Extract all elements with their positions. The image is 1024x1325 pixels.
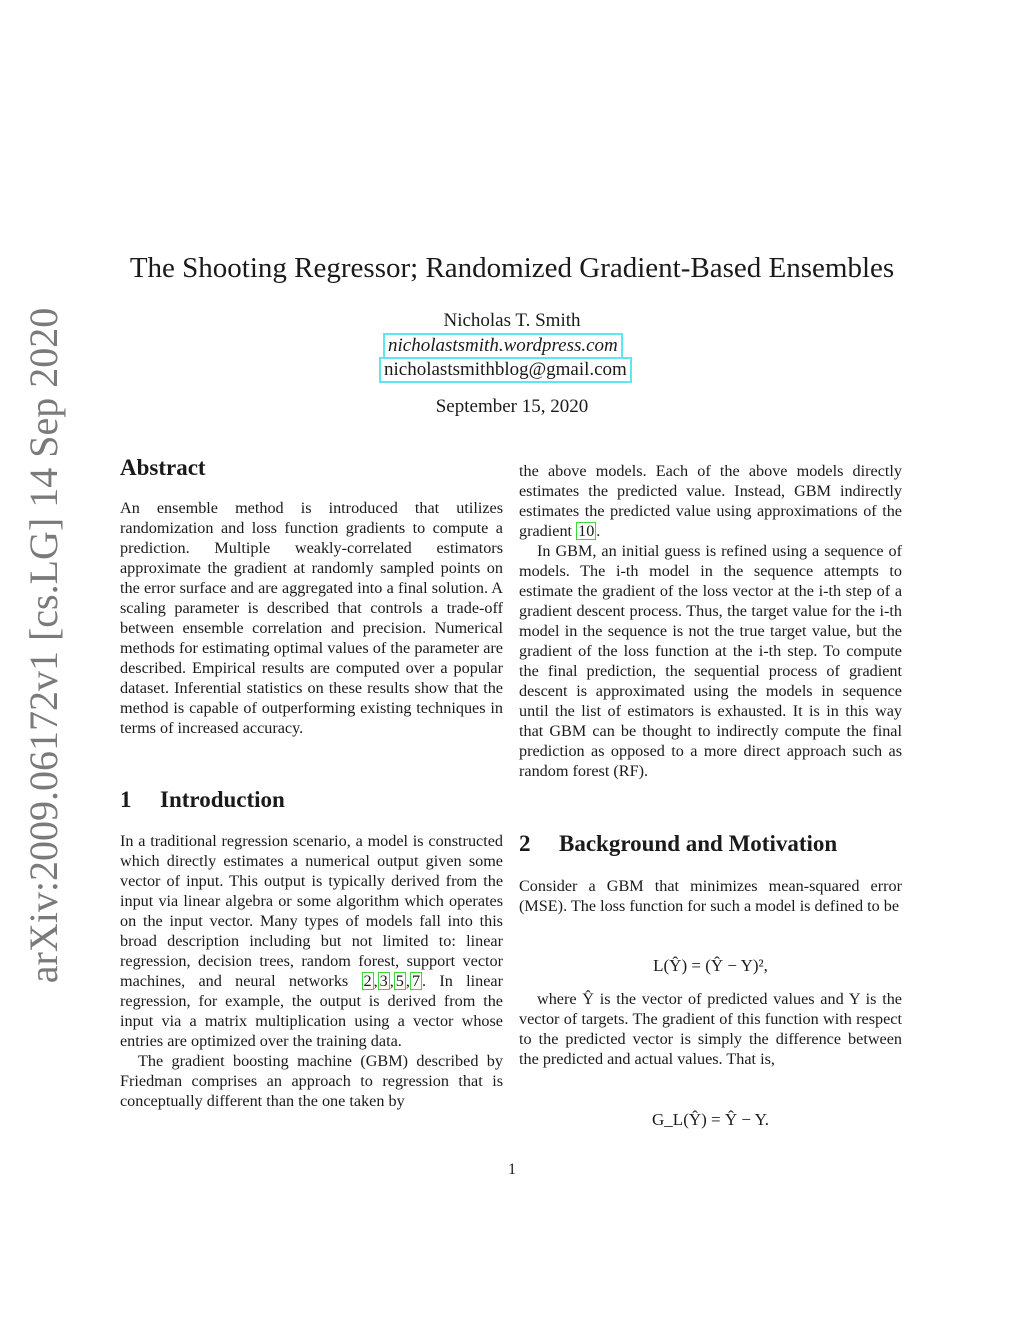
email-link[interactable]: nicholastsmithblog@gmail.com bbox=[379, 357, 632, 383]
background-section-number: 2 bbox=[519, 831, 531, 856]
background-text-2: where Ŷ is the vector of predicted values and Y is the vector of targets. The gradient of this function with respect to the predicted vector is simply the difference between the predicted and actual values. That is, bbox=[519, 990, 902, 1068]
intro-heading bbox=[120, 787, 285, 813]
arxiv-identifier-text: arXiv:2009.06172v1 [cs.LG] 14 Sep 2020 bbox=[21, 307, 67, 983]
citation-link[interactable]: 10 bbox=[578, 522, 595, 540]
gbm-paragraph-1: the above models. Each of the above models directly estimates the predicted value. Instead, GBM indirectly estimates the predicted value using approximations of the gradient 10 . bbox=[519, 462, 902, 540]
background-text-1: Consider a GBM that minimizes mean-squared error (MSE). The loss function for such a model is defined to be bbox=[519, 877, 902, 915]
paper-title: The Shooting Regressor; Randomized Gradient-Based Ensembles bbox=[129, 252, 895, 284]
abstract-body bbox=[120, 498, 503, 738]
citation-link[interactable]: 3 bbox=[379, 972, 388, 990]
intro-body bbox=[120, 831, 503, 1111]
author-name: Nicholas T. Smith bbox=[443, 310, 581, 331]
citation-link[interactable]: 5 bbox=[395, 972, 404, 990]
paper-date: September 15, 2020 bbox=[435, 396, 589, 417]
background-paragraph-2 bbox=[519, 989, 902, 1069]
background-heading bbox=[519, 831, 837, 857]
gbm-paragraph-2: In GBM, an initial guess is refined using a sequence of models. The i-th model in the sequence attempts to estimate the gradient of the loss vector at the i-th step of a gradient descent process. Thus, the target value for the i-th model in the sequence is not the true target value, but the gradient of the loss function at the i-th step. To compute the final prediction, the sequential process of gradient descent is approximated using the models in sequence until the list of estimators is exhausted. It is in this way that GBM can be thought to indirectly compute the final prediction as opposed to a more direct approach such as random forest (RF). bbox=[519, 542, 902, 780]
background-paragraph-1 bbox=[519, 876, 902, 916]
citation-link[interactable]: 2 bbox=[363, 972, 372, 990]
page-number: 1 bbox=[508, 1161, 516, 1178]
intro-section-number: 1 bbox=[120, 787, 132, 812]
right-column-body bbox=[519, 461, 902, 781]
website-link[interactable]: nicholastsmith.wordpress.com bbox=[383, 333, 623, 359]
abstract-text: An ensemble method is introduced that utilizes randomization and loss function gradients to compute a prediction. Multiple weakly-correlated estimators approximate the gradient at randomly sampled points on the error surface and are aggregated into a final solution. A scaling parameter is described that controls a trade-off between ensemble correlation and precision. Numerical methods for estimating optimal values of the parameter are described. Empirical results are computed over a popular dataset. Inferential statistics on these results show that the method is capable of outperforming existing techniques in terms of increased accuracy. bbox=[120, 499, 503, 737]
intro-paragraph-2: The gradient boosting machine (GBM) described by Friedman comprises an approach to regression that is conceptually different than the one taken by bbox=[120, 1052, 503, 1110]
arxiv-identifier bbox=[18, 307, 70, 983]
background-heading-text: Background and Motivation bbox=[559, 831, 838, 856]
equation-loss: L(Ŷ) = (Ŷ − Y)², bbox=[653, 956, 768, 975]
intro-heading-text: Introduction bbox=[160, 787, 285, 812]
equation-gradient: G_L(Ŷ) = Ŷ − Y. bbox=[652, 1110, 769, 1129]
citation-link[interactable]: 7 bbox=[411, 972, 421, 990]
intro-paragraph-1: In a traditional regression scenario, a model is constructed which directly estimates a numerical output given some vector of input. This output is typically derived from the input via linear algebra or some algorithm which operates on the input vector. Many types of models fall into this broad description including but not limited to: linear regression, decision trees, random forest, support vector machines, and neural networks 2 , 3 , 5 , 7 . In linear regression, for example, the output is derived from the input via a matrix multiplication using a vector whose entries are optimized over the training data. bbox=[120, 832, 503, 1050]
abstract-heading: Abstract bbox=[120, 455, 206, 480]
